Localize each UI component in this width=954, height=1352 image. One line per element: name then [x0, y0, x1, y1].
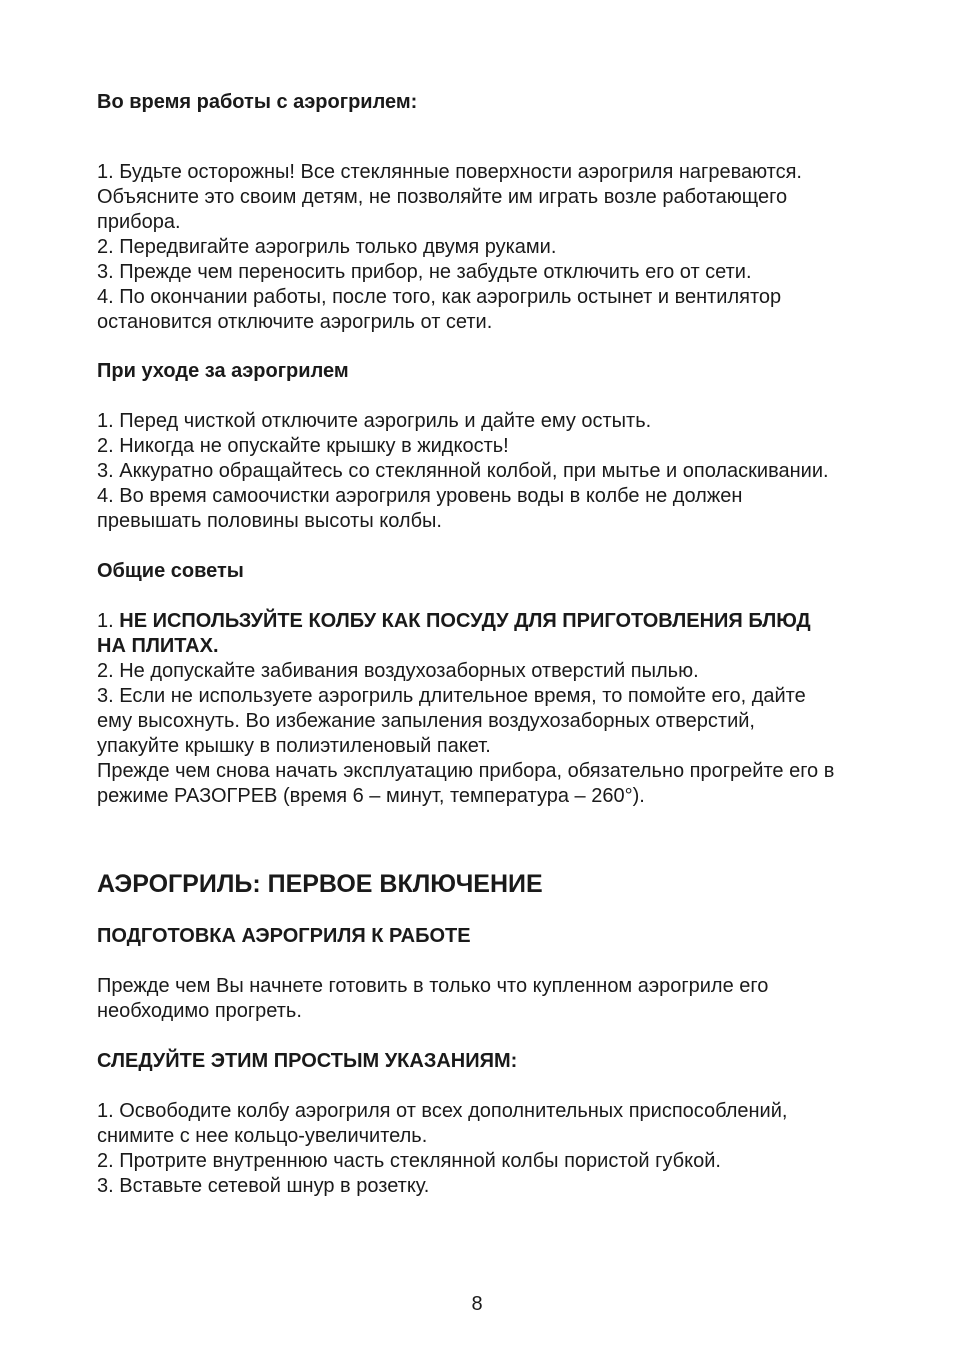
- list-item: Прежде чем снова начать эксплуатацию прибора, обязательно прогрейте его в режиме РАЗОГРЕВ (время 6 – минут, температура – 260°).: [97, 760, 835, 807]
- section-tips-title: Общие советы: [97, 560, 244, 582]
- list-item: 4. Во время самоочистки аэрогриля уровень воды в колбе не должен превышать половины высоты колбы.: [97, 485, 743, 532]
- list-item: 1. Будьте осторожны! Все стеклянные поверхности аэрогриля нагреваются. Объясните это своим детям, не позволяйте им играть возле работающего прибора.: [97, 161, 802, 233]
- list-item: [97, 609, 837, 659]
- page-number: 8: [471, 1293, 483, 1315]
- list-item: 1. Освободите колбу аэрогриля от всех дополнительных приспособлений, снимите с нее кольцо-увеличитель.: [97, 1100, 788, 1147]
- list-item: 4. По окончании работы, после того, как аэрогриль остынет и вентилятор остановится отключите аэрогриль от сети.: [97, 286, 782, 333]
- section-prep-text: Прежде чем Вы начнете готовить в только что купленном аэрогриле его необходимо прогреть.: [97, 975, 769, 1022]
- section-care-list: [97, 409, 837, 534]
- section-prep-title: ПОДГОТОВКА АЭРОГРИЛЯ К РАБОТЕ: [97, 925, 471, 947]
- page-content: [97, 90, 837, 1199]
- list-item: 3. Прежде чем переносить прибор, не забудьте отключить его от сети.: [97, 261, 752, 283]
- list-item: 3. Аккуратно обращайтесь со стеклянной колбой, при мытье и ополаскивании.: [97, 460, 829, 482]
- list-item: 3. Если не используете аэрогриль длительное время, то помойте его, дайте ему высохнуть. Во избежание запыления воздухозаборных отверстий, упакуйте крышку в полиэтиленовый пакет.: [97, 685, 806, 757]
- list-item: 2. Протрите внутреннюю часть стеклянной колбы пористой губкой.: [97, 1150, 721, 1172]
- section-steps-list: [97, 1099, 837, 1199]
- section-steps-title: СЛЕДУЙТЕ ЭТИМ ПРОСТЫМ УКАЗАНИЯМ:: [97, 1050, 518, 1072]
- section-tips-list: [97, 609, 837, 809]
- main-heading: АЭРОГРИЛЬ: ПЕРВОЕ ВКЛЮЧЕНИЕ: [97, 870, 543, 898]
- list-item: 2. Никогда не опускайте крышку в жидкость!: [97, 435, 509, 457]
- list-item: 2. Не допускайте забивания воздухозаборных отверстий пылью.: [97, 660, 699, 682]
- list-item: 2. Передвигайте аэрогриль только двумя руками.: [97, 236, 557, 258]
- list-item: 3. Вставьте сетевой шнур в розетку.: [97, 1175, 430, 1197]
- section-work-title: Во время работы с аэрогрилем:: [97, 91, 418, 113]
- list-item-number: 1.: [97, 610, 114, 632]
- section-work-list: [97, 160, 837, 335]
- warning-text: НЕ ИСПОЛЬЗУЙТЕ КОЛБУ КАК ПОСУДУ ДЛЯ ПРИГОТОВЛЕНИЯ БЛЮД НА ПЛИТАХ.: [97, 610, 811, 657]
- list-item: 1. Перед чисткой отключите аэрогриль и дайте ему остыть.: [97, 410, 652, 432]
- section-care-title: При уходе за аэрогрилем: [97, 360, 349, 382]
